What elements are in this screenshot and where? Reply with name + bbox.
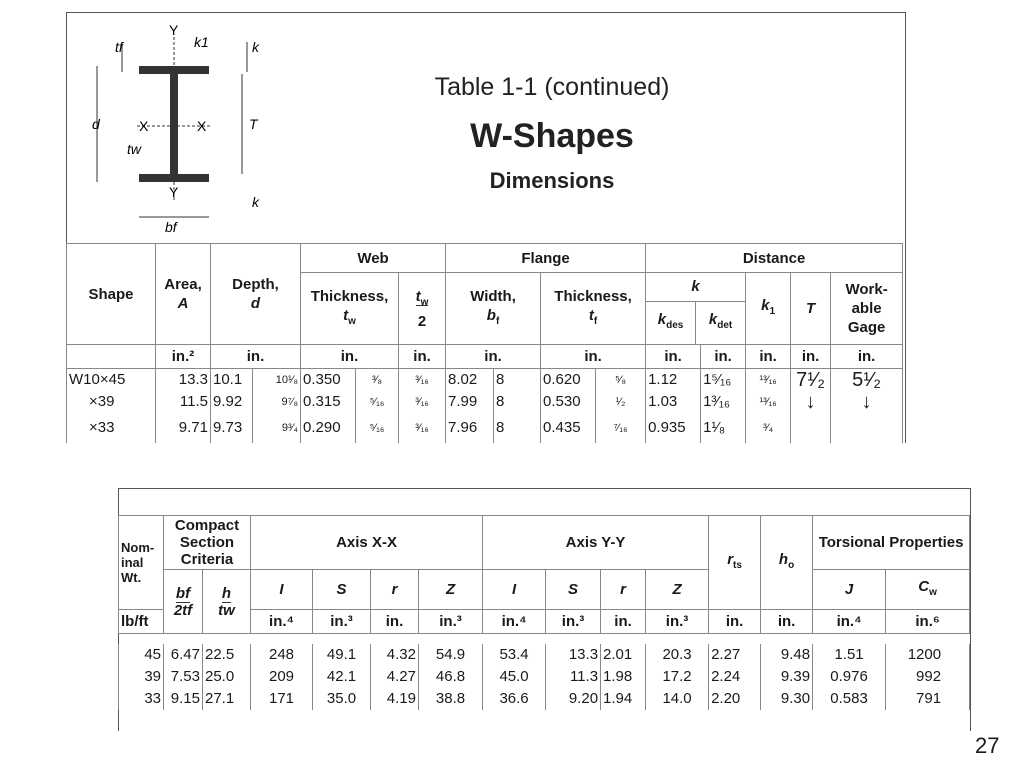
header-web: Web [301,244,446,273]
cell-rts: 2.20 [709,688,761,710]
unit: in.⁶ [886,610,970,634]
svg-text:bf: bf [165,219,177,235]
unit: in. [746,345,791,369]
cell-rts: 2.27 [709,644,761,666]
properties-table [118,515,970,710]
unit: in. [399,345,446,369]
page-number: 27 [975,733,1000,758]
cell-bf2tf: 7.53 [164,666,203,688]
cell-htw: 25.0 [203,666,251,688]
unit: in. [211,345,301,369]
table-title: W-Shapes [470,117,634,155]
cell-d: 10.1 [211,369,253,392]
table-row [67,413,903,443]
cell-Zy: 17.2 [646,666,709,688]
cell-tw_frac: ⁵⁄₁₆ [356,413,399,443]
cell-Cw: 791 [886,688,970,710]
table-row [119,666,970,688]
unit: in. [761,610,813,634]
header-area: Area, A [156,244,211,345]
unit: in. [646,345,701,369]
table-subtitle: Dimensions [489,168,615,193]
cell-Ix: 209 [251,666,313,688]
cell-ho: 9.30 [761,688,813,710]
cell-ry: 1.94 [601,688,646,710]
unit: in.⁴ [483,610,546,634]
cell-shape: ×33 [67,413,156,443]
cell-gage: 5¹⁄₂ [831,369,903,392]
cell-Cw: 1200 [886,644,970,666]
cell-gage [831,413,903,443]
cell-ry: 2.01 [601,644,646,666]
svg-text:X: X [139,118,149,134]
table-row [67,391,903,413]
svg-text:k: k [252,194,259,210]
header-axis-yy: Axis Y-Y [483,516,709,570]
cell-tf_frac: ¹⁄₂ [596,391,646,413]
unit: in.³ [646,610,709,634]
cell-Sx: 35.0 [313,688,371,710]
cell-bf_frac: 8 [494,391,541,413]
header-web-thickness: Thickness, $t_w$ [301,273,399,345]
unit: in.⁴ [251,610,313,634]
header-Cw: $C_w$ [886,570,970,610]
cell-Ix: 248 [251,644,313,666]
svg-text:k: k [252,39,259,55]
header-k: k $k_{des}$ $k_{det}$ [646,273,746,345]
unit: in.⁴ [813,610,886,634]
cell-wt: 45 [119,644,164,666]
dimensions-table [66,243,903,443]
header-ho: $h_o$ [761,516,813,610]
header-nominal-weight: Nom-inal Wt. [119,516,164,610]
cell-k1: ³⁄₄ [746,413,791,443]
cell-shape: ×39 [67,391,156,413]
header-flange-width: Width, $b_f$ [446,273,541,345]
cell-kdes: 1.12 [646,369,701,392]
cell-bf: 7.99 [446,391,494,413]
cell-J: 0.583 [813,688,886,710]
unit: in. [301,345,399,369]
cell-Zx: 38.8 [419,688,483,710]
cell-Iy: 53.4 [483,644,546,666]
cell-bf_frac: 8 [494,413,541,443]
header-depth: Depth, d [211,244,301,345]
cell-kdes: 0.935 [646,413,701,443]
cell-Cw: 992 [886,666,970,688]
cell-tw: 0.290 [301,413,356,443]
cell-tw: 0.350 [301,369,356,392]
cell-tf_frac: ⁵⁄₈ [596,369,646,392]
cell-kdes: 1.03 [646,391,701,413]
cell-tw2: ³⁄₁₆ [399,413,446,443]
header-rts: $r_{ts}$ [709,516,761,610]
cell-kdet: 1¹⁄₈ [701,413,746,443]
cell-d: 9.73 [211,413,253,443]
header-Sy: S [546,570,601,610]
cell-J: 0.976 [813,666,886,688]
cell-k1: ¹³⁄₁₆ [746,391,791,413]
header-Ix: I [251,570,313,610]
unit: in. [541,345,646,369]
cell-bf: 8.02 [446,369,494,392]
header-Zy: Z [646,570,709,610]
cell-T: ↓ [791,391,831,413]
cell-kdet: 1⁵⁄₁₆ [701,369,746,392]
cell-k1: ¹³⁄₁₆ [746,369,791,392]
unit: lb/ft [119,610,164,634]
cell-Ix: 171 [251,688,313,710]
cell-area: 13.3 [156,369,211,392]
svg-text:X: X [197,118,207,134]
header-Sx: S [313,570,371,610]
w-shape-cross-section-diagram [77,17,277,242]
cell-d_frac: 9⁷⁄₈ [253,391,301,413]
header-h-tw: h tw [203,570,251,634]
cell-Zx: 46.8 [419,666,483,688]
cell-tf: 0.435 [541,413,596,443]
header-tw-half: $t_w$ 2 [399,273,446,345]
header-flange-thickness: Thickness, $t_f$ [541,273,646,345]
cell-tw2: ³⁄₁₆ [399,391,446,413]
cell-J: 1.51 [813,644,886,666]
table-row [67,369,903,392]
header-Zx: Z [419,570,483,610]
cell-gage: ↓ [831,391,903,413]
table-number: Table 1-1 (continued) [434,73,670,101]
cell-tf_frac: ⁷⁄₁₆ [596,413,646,443]
cell-bf_frac: 8 [494,369,541,392]
svg-text:tw: tw [127,141,141,157]
cell-rx: 4.19 [371,688,419,710]
unit [67,345,156,369]
cell-shape: W10×45 [67,369,156,392]
cell-bf2tf: 6.47 [164,644,203,666]
cell-d: 9.92 [211,391,253,413]
unit: in. [791,345,831,369]
cell-tw_frac: ³⁄₈ [356,369,399,392]
header-workable-gage: Work-able Gage [831,273,903,345]
unit: in. [701,345,746,369]
cell-Zy: 20.3 [646,644,709,666]
header-J: J [813,570,886,610]
cell-tf: 0.620 [541,369,596,392]
cell-kdet: 1³⁄₁₆ [701,391,746,413]
cell-ho: 9.39 [761,666,813,688]
svg-text:k1: k1 [194,34,209,50]
cell-rts: 2.24 [709,666,761,688]
cell-tw_frac: ⁵⁄₁₆ [356,391,399,413]
header-shape: Shape [67,244,156,345]
header-torsional-properties: Torsional Properties [813,516,970,570]
unit: in.³ [313,610,371,634]
cell-Sx: 49.1 [313,644,371,666]
cell-Sx: 42.1 [313,666,371,688]
cell-bf2tf: 9.15 [164,688,203,710]
cell-Iy: 36.6 [483,688,546,710]
cell-Zy: 14.0 [646,688,709,710]
header-flange: Flange [446,244,646,273]
unit: in. [831,345,903,369]
cell-rx: 4.32 [371,644,419,666]
cell-Sy: 13.3 [546,644,601,666]
unit: in.² [156,345,211,369]
cell-bf: 7.96 [446,413,494,443]
cell-htw: 22.5 [203,644,251,666]
cell-wt: 39 [119,666,164,688]
cell-area: 9.71 [156,413,211,443]
svg-text:T: T [249,116,258,132]
svg-text:Y: Y [169,184,179,200]
svg-text:d: d [92,116,100,132]
cell-ho: 9.48 [761,644,813,666]
header-rx: r [371,570,419,610]
unit: in. [371,610,419,634]
cell-htw: 27.1 [203,688,251,710]
unit: in. [709,610,761,634]
unit: in. [446,345,541,369]
cell-Zx: 54.9 [419,644,483,666]
cell-T [791,413,831,443]
cell-d_frac: 9³⁄₄ [253,413,301,443]
cell-ry: 1.98 [601,666,646,688]
cell-Sy: 11.3 [546,666,601,688]
header-T: T [791,273,831,345]
cell-Sy: 9.20 [546,688,601,710]
header-Iy: I [483,570,546,610]
cell-d_frac: 10¹⁄₈ [253,369,301,392]
cell-rx: 4.27 [371,666,419,688]
header-axis-xx: Axis X-X [251,516,483,570]
header-compact-section-criteria: Compact Section Criteria [164,516,251,570]
cell-tf: 0.530 [541,391,596,413]
header-k1: $k_1$ [746,273,791,345]
header-bf-2tf: bf 2tf [164,570,203,634]
table-row [119,688,970,710]
svg-text:tf: tf [115,39,123,55]
unit: in.³ [419,610,483,634]
cell-tw2: ³⁄₁₆ [399,369,446,392]
svg-text:Y: Y [169,22,179,38]
header-distance: Distance [646,244,903,273]
table-row [119,644,970,666]
unit: in. [601,610,646,634]
cell-area: 11.5 [156,391,211,413]
header-ry: r [601,570,646,610]
cell-T: 7¹⁄₂ [791,369,831,392]
cell-tw: 0.315 [301,391,356,413]
unit: in.³ [546,610,601,634]
cell-Iy: 45.0 [483,666,546,688]
cell-wt: 33 [119,688,164,710]
